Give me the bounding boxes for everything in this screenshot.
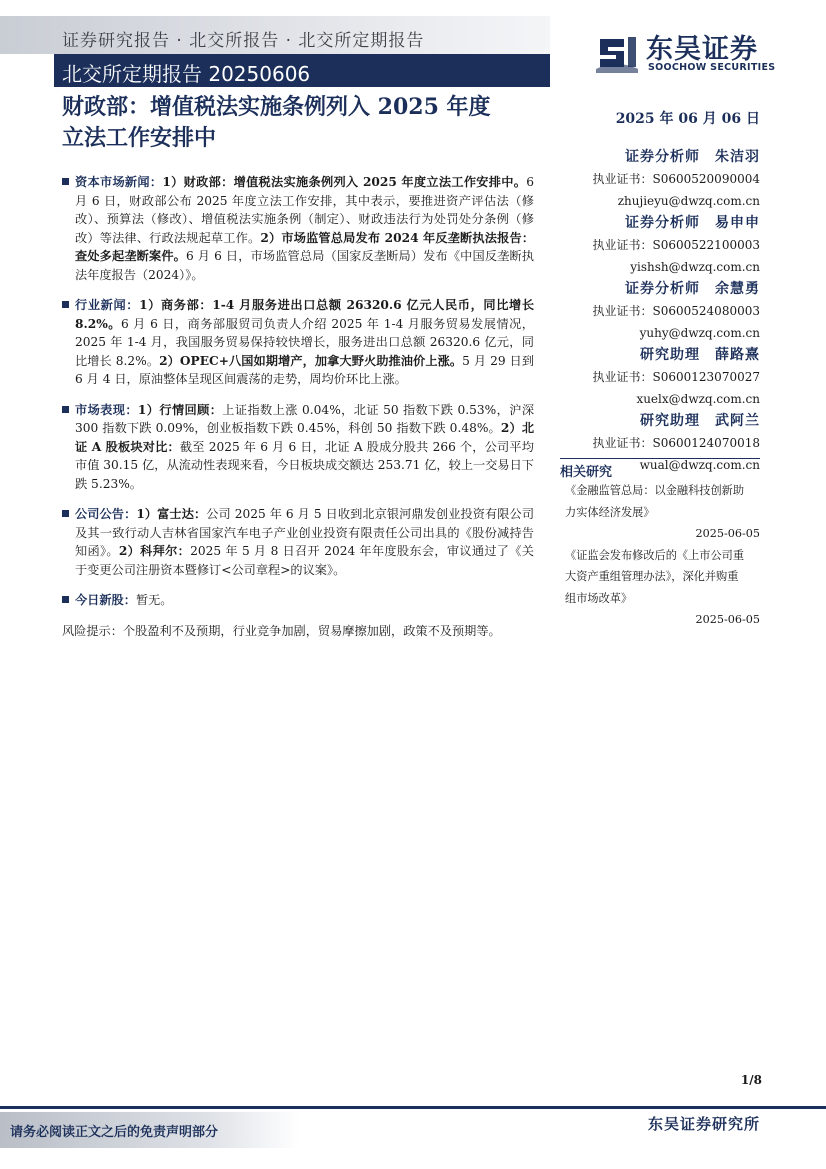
report-category: 证券研究报告 · 北交所报告 · 北交所定期报告	[62, 31, 425, 51]
analyst-name: 证券分析师 易申申	[625, 215, 760, 231]
related-title: 《证监会发布修改后的《上市公司重	[565, 548, 745, 562]
headline: 2）北证 A 股板块对比：	[75, 421, 535, 454]
analyst-cert: 执业证书：S0600124070018	[592, 436, 760, 450]
summary-body	[62, 173, 534, 640]
disclaimer-text: 请务必阅读正文之后的免责声明部分	[10, 1125, 219, 1140]
footer-divider	[0, 1106, 826, 1109]
related-date: 2025-06-05	[695, 527, 760, 540]
analyst-name: 研究助理 薛路熹	[640, 347, 760, 363]
analyst-email[interactable]: yishsh@dwzq.com.cn	[630, 260, 760, 274]
brand-name: 东吴证券	[646, 34, 758, 65]
section-label: 行业新闻：	[75, 298, 140, 312]
analyst-email[interactable]: zhujieyu@dwzq.com.cn	[617, 194, 760, 208]
section-company-announcements	[62, 505, 534, 579]
page-number: 1/8	[740, 1073, 762, 1087]
bullet-icon	[62, 596, 69, 603]
paragraph-text: 截至 2025 年 6 月 6 日，北证 A 股成分股共 266 个，公司平均市值 30.15 亿，从流动性表现来看，今日板块成交额达 253.71 亿，较上一交易日下跌 5.23%。	[75, 439, 534, 491]
related-title: 《金融监管总局：以金融科技创新助	[565, 484, 745, 497]
analyst-email[interactable]: yuhy@dwzq.com.cn	[639, 326, 760, 340]
analyst-cert: 执业证书：S0600520090004	[592, 172, 760, 186]
headline: 1）富士达：	[136, 507, 207, 521]
headline: 1）行情回顾：	[137, 402, 223, 417]
section-capital-news	[62, 173, 534, 284]
section-label: 资本市场新闻：	[75, 175, 163, 189]
page-title	[62, 92, 542, 154]
paragraph-text: 6 月 6 日，商务部服贸司负责人介绍 2025 年 1-4 月服务贸易发展情况，2025 年 1-4 月，我国服务贸易保持较快增长，服务进出口总额 26320.6 亿元，同比增长 8.2%。	[75, 316, 534, 368]
analyst-cert: 执业证书：S0600123070027	[592, 370, 760, 384]
section-label: 市场表现：	[75, 402, 138, 417]
title-line-2: 立法工作安排中	[62, 125, 217, 151]
headline: 2）OPEC+八国如期增产，加拿大野火助推油价上涨。	[159, 353, 463, 368]
analyst-card	[560, 278, 760, 344]
risk-warning: 风险提示：个股盈利不及预期，行业竞争加剧，贸易摩擦加剧，政策不及预期等。	[62, 623, 501, 638]
section-industry-news	[62, 296, 534, 389]
section-market-performance	[62, 401, 534, 494]
bullet-icon	[62, 406, 69, 413]
related-item[interactable]	[560, 545, 760, 631]
soochow-logo-icon	[594, 29, 640, 75]
paragraph-text: 暂无。	[135, 593, 173, 607]
headline: 2）科拜尔：	[118, 544, 191, 558]
headline: 2）市场监管总局发布 2024 年反垄断执法报告：查处多起垄断案件。	[75, 230, 535, 263]
analyst-email[interactable]: wual@dwzq.com.cn	[639, 458, 760, 472]
paragraph-text: 2025 年 5 月 8 日召开 2024 年年度股东会，审议通过了《关于变更公司注册资本暨修订<公司章程>的议案》。	[75, 544, 534, 577]
related-title: 组市场改革》	[565, 591, 633, 605]
bullet-icon	[62, 301, 69, 308]
paragraph-text: 上证指数上涨 0.04%，北证 50 指数下跌 0.53%，沪深 300 指数下跌 0.09%，创业板指数下跌 0.45%，科创 50 指数下跌 0.48%。	[75, 402, 535, 435]
analyst-card	[560, 344, 760, 410]
section-new-stocks	[62, 591, 534, 610]
paragraph-text: 公司 2025 年 6 月 5 日收到北京银河鼎发创业投资有限公司及其一致行动人吉林省国家汽车电子产业创业投资有限责任公司出具的《股份减持告知函》。	[75, 507, 535, 558]
bullet-icon	[62, 178, 69, 185]
analyst-cert: 执业证书：S0600522100003	[592, 238, 760, 252]
analyst-email[interactable]: xuelx@dwzq.com.cn	[636, 392, 760, 406]
analyst-name: 证券分析师 余慧勇	[625, 281, 760, 297]
analyst-name: 证券分析师 朱洁羽	[625, 149, 760, 165]
related-title: 力实体经济发展》	[565, 505, 655, 519]
related-item[interactable]	[560, 480, 760, 545]
related-research-heading: 相关研究	[560, 458, 760, 480]
section-label: 今日新股：	[75, 593, 136, 607]
paragraph-text: 6 月 6 日，市场监管总局（国家反垄断局）发布《中国反垄断执法年度报告（2024）》。	[75, 249, 534, 282]
analyst-cert: 执业证书：S0600524080003	[592, 304, 760, 318]
paragraph-text: 5 月 29 日到 6 月 4 日，原油整体呈现区间震荡的走势，周均价环比上涨。	[75, 353, 535, 386]
analyst-name: 研究助理 武阿兰	[640, 413, 760, 429]
paragraph-text: 6 月 6 日，财政部公布 2025 年度立法工作安排，其中表示，要推进资产评估法（修改）、预算法（修改）、增值税法实施条例（制定）、财政违法行为处罚处分条例（修改）等法律、行政法规起草工作。	[75, 175, 535, 245]
analyst-card	[560, 212, 760, 278]
related-research-list	[560, 480, 760, 631]
title-line-1: 财政部：增值税法实施条例列入 2025 年度	[62, 94, 491, 120]
headline: 1）商务部：1-4 月服务进出口总额 26320.6 亿元人民币，同比增长 8.2%。	[75, 298, 535, 331]
headline: 1）财政部：增值税法实施条例列入 2025 年度立法工作安排中。	[162, 175, 527, 189]
report-date: 2025 年 06 月 06 日	[615, 111, 760, 127]
brand-name-en: SOOCHOW SECURITIES	[648, 62, 776, 73]
institute-name: 东吴证券研究所	[647, 1115, 760, 1133]
related-title: 大资产重组管理办法》，深化并购重	[565, 570, 739, 583]
section-label: 公司公告：	[75, 507, 137, 521]
related-date: 2025-06-05	[695, 613, 760, 626]
analyst-card	[560, 146, 760, 212]
bullet-icon	[62, 510, 69, 517]
report-type: 北交所定期报告 20250606	[62, 62, 311, 86]
analyst-list	[560, 146, 760, 476]
